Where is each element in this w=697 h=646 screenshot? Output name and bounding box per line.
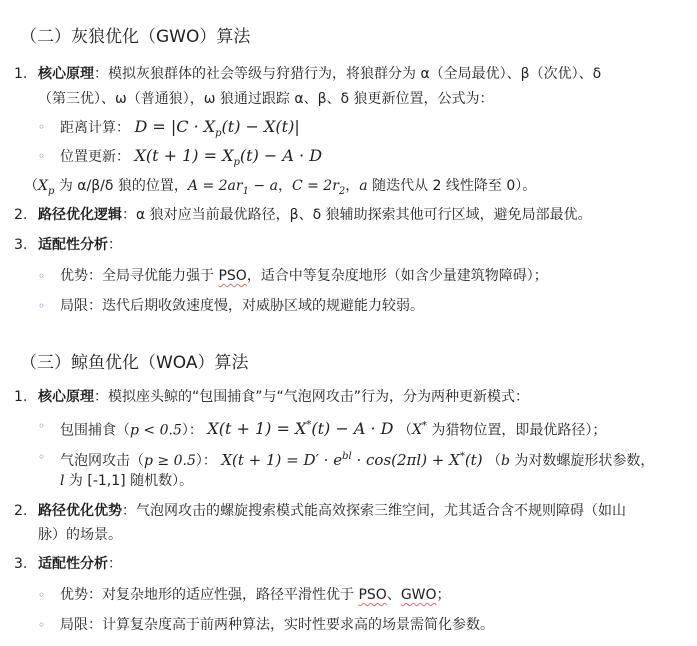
- bullet-icon: ◦: [38, 588, 46, 602]
- gwo-position-label: 位置更新：: [60, 149, 130, 165]
- woa-limitation-line: 局限：计算复杂度高于前两种算法，实时性要求高的场景需简化参数。: [60, 617, 494, 633]
- woa-item3-number: 3.: [14, 556, 28, 572]
- gwo-position-formula: $X(t + 1) = X_p(t) - A \cdot D$: [134, 146, 323, 169]
- bullet-icon: ◦: [38, 269, 46, 283]
- bullet-icon: ◦: [38, 120, 46, 134]
- gwo-item2-line: 路径优化逻辑：α 狼对应当前最优路径，β、δ 狼辅助探索其他可行区域，避免局部最优。: [38, 207, 592, 223]
- woa-advantage-gwo: GWO: [400, 587, 437, 603]
- woa-item1-number: 1.: [14, 389, 28, 405]
- gwo-distance-label: 距离计算：: [60, 120, 130, 136]
- gwo-distance-line: [60, 116, 300, 145]
- woa-item2-bold: 路径优化优势: [38, 503, 122, 519]
- gwo-item1-number: 1.: [14, 66, 28, 82]
- gwo-item1-bold: 核心原理: [38, 66, 94, 82]
- woa-bubble-continued: l 为 [-1,1] 随机数）。: [60, 473, 194, 489]
- bullet-icon: ◦: [38, 299, 46, 313]
- woa-encircle-formula: X(t + 1) = X*(t) − A · D: [207, 419, 394, 439]
- gwo-limitation-line: 局限：迭代后期收敛速度慢，对威胁区域的规避能力较弱。: [60, 298, 424, 314]
- woa-item2-line1: 路径优化优势：气泡网攻击的螺旋搜索模式能高效探索三维空间，尤其适合含不规则障碍（如山: [38, 503, 626, 519]
- gwo-item1-line1: [38, 63, 601, 85]
- gwo-item1-text-a: ：模拟灰狼群体的社会等级与狩猎行为，将狼群分为 α（全局最优）、β（次优）、δ: [94, 66, 602, 82]
- woa-item1-bold: 核心原理: [38, 389, 94, 405]
- woa-item2-line2: 脉）的场景。: [38, 527, 122, 543]
- bullet-icon: ◦: [38, 618, 46, 632]
- gwo-parameter-note: （$X_p$ 为 α/β/δ 狼的位置，$A = 2ar_1 - a$，$C = 2r_2$，a 随迭代从 2 线性降至 0）。: [24, 178, 537, 197]
- bullet-icon: ◦: [38, 149, 46, 163]
- gwo-note-c-formula: $C = 2r_2$: [291, 178, 346, 197]
- woa-bubble-line: 气泡网攻击（p ≥ 0.5）： $X(t + 1) = D' \cdot e^{bl} \cdot \cos(2\pi l) + X^*(t)$ （b 为对数螺旋形状参数，: [60, 451, 655, 469]
- gwo-item2-number: 2.: [14, 207, 28, 223]
- gwo-note-a-formula: $A = 2ar_1 - a$: [187, 178, 278, 197]
- gwo-item3-number: 3.: [14, 237, 28, 253]
- gwo-heading: （二）灰狼优化（GWO）算法: [20, 27, 251, 47]
- woa-encircle-line: 包围捕食（p < 0.5）： X(t + 1) = X*(t) − A · D （X* 为猎物位置，即最优路径）；: [60, 419, 607, 439]
- bullet-icon: ◦: [38, 419, 46, 433]
- gwo-distance-formula: $D = |C \cdot X_p(t) - X(t)|$: [134, 117, 300, 140]
- woa-advantage-pso: PSO: [358, 587, 387, 603]
- gwo-item2-bold: 路径优化逻辑: [38, 207, 122, 223]
- gwo-advantage-pso: PSO: [218, 268, 247, 284]
- woa-item2-number: 2.: [14, 503, 28, 519]
- gwo-advantage-line: 优势：全局寻优能力强于 PSO，适合中等复杂度地形（如含少量建筑物障碍）；: [60, 268, 548, 284]
- woa-bubble-formula: $X(t + 1) = D' \cdot e^{bl} \cdot \cos(2\pi l) + X^*(t)$: [221, 451, 483, 469]
- woa-advantage-line: 优势：对复杂地形的适应性强，路径平滑性优于 PSO、GWO；: [60, 587, 451, 603]
- woa-item1-line: 核心原理：模拟座头鲸的“包围捕食”与“气泡网攻击”行为，分为两种更新模式：: [38, 389, 530, 405]
- gwo-item1-line2: （第三优）、ω（普通狼），ω 狼通过跟踪 α、β、δ 狼更新位置，公式为：: [38, 91, 494, 107]
- gwo-item3-line: 适配性分析：: [38, 237, 122, 253]
- bullet-icon: ◦: [38, 450, 46, 464]
- gwo-position-line: [60, 145, 322, 174]
- gwo-note-xp: $X_p$: [38, 178, 55, 197]
- woa-item3-line: 适配性分析：: [38, 556, 122, 572]
- woa-heading: （三）鲸鱼优化（WOA）算法: [20, 353, 249, 373]
- woa-item3-bold: 适配性分析: [38, 556, 108, 572]
- gwo-item3-bold: 适配性分析: [38, 237, 108, 253]
